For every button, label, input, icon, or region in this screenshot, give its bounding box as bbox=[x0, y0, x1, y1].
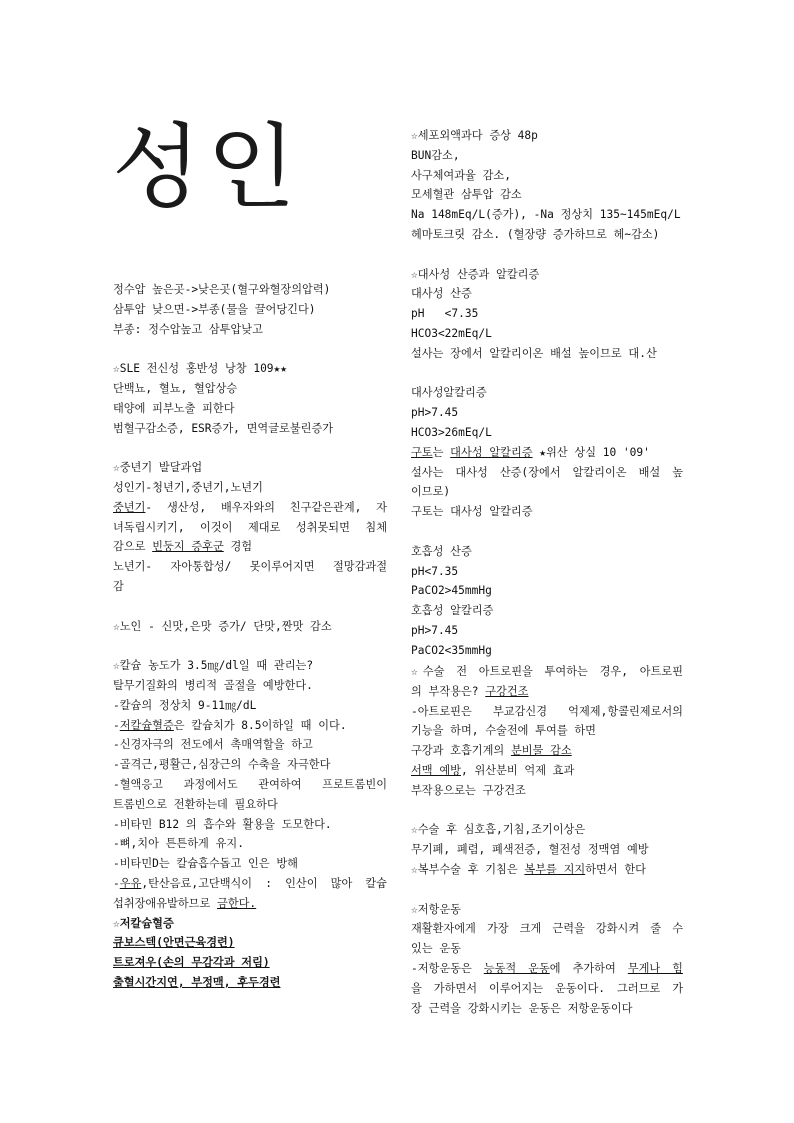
note-line: 단백뇨, 혈뇨, 혈압상승 bbox=[113, 381, 238, 395]
note-line: 범혈구감소증, ESR증가, 면역글로불린증가 bbox=[113, 421, 334, 435]
note-line bbox=[411, 443, 683, 463]
text-run: - bbox=[113, 718, 120, 732]
note-line: 부종: 정수압높고 삼투압낮고 bbox=[113, 322, 263, 336]
note-line: pH>7.45 bbox=[411, 406, 459, 420]
text-run: 감으로 bbox=[113, 540, 153, 554]
note-line: BUN감소, bbox=[411, 148, 460, 162]
note-line: -칼슘의 정상치 9-11㎎/dL bbox=[113, 698, 257, 712]
section-heading-sle: ☆SLE 전신성 홍반성 낭창 109★★ bbox=[113, 362, 288, 376]
text-run: 경험 bbox=[223, 540, 253, 554]
left-column bbox=[113, 280, 387, 993]
note-line: pH<7.35 bbox=[411, 564, 459, 578]
note-line: 이므로) bbox=[411, 485, 451, 499]
note-line: 호흡성 산증 bbox=[411, 544, 472, 558]
note-line: 무기폐, 폐렴, 폐색전증, 혈전성 정맥염 예방 bbox=[411, 843, 649, 857]
text-run: - bbox=[113, 876, 120, 890]
underlined-term: 금한다. bbox=[217, 896, 257, 910]
note-line: -혈액응고 과정에서도 관여하여 프로트롬빈이 bbox=[113, 777, 387, 791]
note-line: 구토는 대사성 알칼리증 bbox=[411, 505, 533, 519]
section-heading-calcium: ☆칼슘 농도가 3.5㎎/dl일 때 관리는? bbox=[113, 659, 314, 673]
underlined-term: 저칼슘혈증 bbox=[119, 718, 174, 732]
note-line bbox=[113, 537, 387, 557]
note-line: 큐보스텍(안면근육경련) bbox=[113, 936, 235, 950]
note-line: 재활환자에게 가장 크게 근력을 강화시켜 줄 수 bbox=[411, 922, 683, 936]
note-line: HCO3<22mEq/L bbox=[411, 326, 492, 340]
text-run: 의 부작용은? bbox=[411, 684, 486, 698]
note-line: -아트로핀은 부교감신경 억제제,항콜린제로서의 bbox=[411, 704, 683, 718]
text-run: 은 칼슘치가 8.5이하일 때 이다. bbox=[173, 718, 347, 732]
note-line: -신경자극의 전도에서 촉매역할을 하고 bbox=[113, 738, 313, 752]
underlined-term: 복부를 지지 bbox=[524, 862, 586, 876]
text-run: 섭취장애유발하므로 bbox=[113, 896, 218, 910]
note-line bbox=[411, 682, 683, 702]
text-run: - 생산성, 배우자와의 친구같은관계, 자 bbox=[145, 500, 387, 514]
note-line: 설사는 장에서 알칼리이온 배설 높이므로 대.산 bbox=[411, 346, 657, 360]
note-line: 대사성알칼리증 bbox=[411, 386, 487, 400]
note-line: 녀독립시키기, 이것이 제대로 성취못되면 침체 bbox=[113, 520, 387, 534]
note-line: PaCO2<35mmHg bbox=[411, 643, 492, 657]
note-line: 태양에 피부노출 피한다 bbox=[113, 401, 235, 415]
note-line: 삼투압 낮으면->부종(물을 끌어당긴다) bbox=[113, 302, 316, 316]
note-line: 있는 운동 bbox=[411, 942, 461, 956]
underlined-term: 중년기 bbox=[113, 500, 146, 514]
note-line: Na 148mEq/L(증가), -Na 정상치 135~145mEq/L bbox=[411, 208, 681, 222]
underlined-term: 구토 bbox=[411, 445, 433, 459]
text-run: 구강과 호흡기계의 bbox=[411, 744, 511, 758]
note-line bbox=[113, 498, 387, 518]
section-heading-midlife: ☆중년기 발달과업 bbox=[113, 461, 203, 475]
underlined-term: 우유 bbox=[119, 876, 142, 890]
underlined-term: 능동적 운동 bbox=[483, 961, 550, 975]
text-run: , 위산분비 억제 효과 bbox=[460, 763, 575, 777]
note-line: PaCO2>45mmHg bbox=[411, 584, 492, 598]
text-run: 에 추가하여 bbox=[549, 961, 628, 975]
note-line: 부작용으로는 구강건조 bbox=[411, 783, 526, 797]
section-heading-hypocalcemia: ☆저칼슘혈증 bbox=[113, 916, 174, 930]
note-line: HCO3>26mEq/L bbox=[411, 425, 492, 439]
note-line bbox=[113, 874, 387, 894]
note-line: 헤마토크릿 감소. (혈장량 증가하므로 헤~감소) bbox=[411, 227, 660, 241]
note-line: pH <7.35 bbox=[411, 307, 479, 321]
text-run: 는 bbox=[432, 445, 451, 459]
text-run: ☆복부수술 후 기침은 bbox=[411, 862, 525, 876]
text-run: ,탄산음료,고단백식이 : 인산이 많아 칼슘 bbox=[141, 876, 387, 890]
note-line bbox=[411, 959, 683, 979]
section-heading-postop: ☆수술 후 심호흡,기침,조기이상은 bbox=[411, 823, 586, 837]
note-line: -비타민D는 칼슘흡수돕고 인은 방해 bbox=[113, 857, 298, 871]
underlined-term: 대사성 알칼리증 bbox=[450, 445, 533, 459]
note-line: 감 bbox=[113, 579, 124, 593]
note-line: 정수압 높은곳->낮은곳(혈구와혈장의압력) bbox=[113, 283, 331, 296]
underlined-term: 무게나 힘 bbox=[627, 961, 683, 975]
text-run: -저항운동은 bbox=[411, 961, 484, 975]
note-line bbox=[113, 716, 387, 736]
note-line: 모세혈관 삼투압 감소 bbox=[411, 188, 522, 202]
right-column-lower bbox=[411, 662, 683, 1018]
note-line bbox=[411, 761, 683, 781]
section-heading-acidbase: ☆대사성 산증과 알칼리증 bbox=[411, 267, 540, 281]
note-line: -골격근,평활근,심장근의 수축을 자극한다 bbox=[113, 758, 331, 772]
note-line bbox=[113, 894, 387, 914]
underlined-term: 서맥 예방 bbox=[411, 763, 461, 777]
note-line bbox=[411, 860, 683, 880]
note-line: -비타민 B12 의 흡수와 활용을 도모한다. bbox=[113, 817, 332, 831]
note-line: 출혈시간지연, 부정맥, 후두경련 bbox=[113, 975, 281, 989]
note-line: pH>7.45 bbox=[411, 623, 459, 637]
underlined-term: 빈둥지 증후군 bbox=[152, 540, 224, 554]
text-run: 하면서 한다 bbox=[585, 862, 646, 876]
section-heading-ecf: ☆세포외액과다 증상 48p bbox=[411, 129, 538, 142]
note-line: 호흡성 알칼리증 bbox=[411, 604, 494, 618]
page-title: 성인 bbox=[112, 114, 302, 221]
note-line: 기능을 하며, 수술전에 투여를 하면 bbox=[411, 724, 596, 738]
note-line: -뼈,치아 튼튼하게 유지. bbox=[113, 837, 244, 851]
note-line: 장 근력을 강화시키는 운동은 저항운동이다 bbox=[411, 1001, 633, 1015]
underlined-term: 분비물 감소 bbox=[510, 744, 572, 758]
note-line: 성인기-청년기,중년기,노년기 bbox=[113, 480, 263, 494]
section-heading-atropine: ☆수술 전 아트로핀을 투여하는 경우, 아트로핀 bbox=[411, 665, 683, 678]
note-line: 을 가하면서 이루어지는 운동이다. 그러므로 가 bbox=[411, 981, 683, 995]
underlined-term: 구강건조 bbox=[485, 684, 529, 698]
right-column bbox=[411, 126, 683, 661]
note-line: 설사는 대사성 산증(장에서 알칼리이온 배설 높 bbox=[411, 465, 683, 479]
note-line: 탈무기질화의 병리적 골절을 예방한다. bbox=[113, 678, 313, 692]
text-run: ★위산 상실 10 '09' bbox=[532, 445, 650, 459]
section-heading-resistance: ☆저항운동 bbox=[411, 902, 461, 916]
note-line: 대사성 산증 bbox=[411, 287, 472, 301]
note-line bbox=[411, 741, 683, 761]
note-line: 사구체여과율 감소, bbox=[411, 168, 511, 182]
note-line: 트롬빈으로 전환하는데 필요하다 bbox=[113, 797, 278, 811]
note-line: 노년기- 자아통합성/ 못이루어지면 절망감과절 bbox=[113, 560, 387, 574]
section-heading-elderly: ☆노인 - 신맛,은맛 증가/ 단맛,짠맛 감소 bbox=[113, 619, 332, 633]
note-line: 트로져우(손의 무감각과 저림) bbox=[113, 956, 270, 970]
